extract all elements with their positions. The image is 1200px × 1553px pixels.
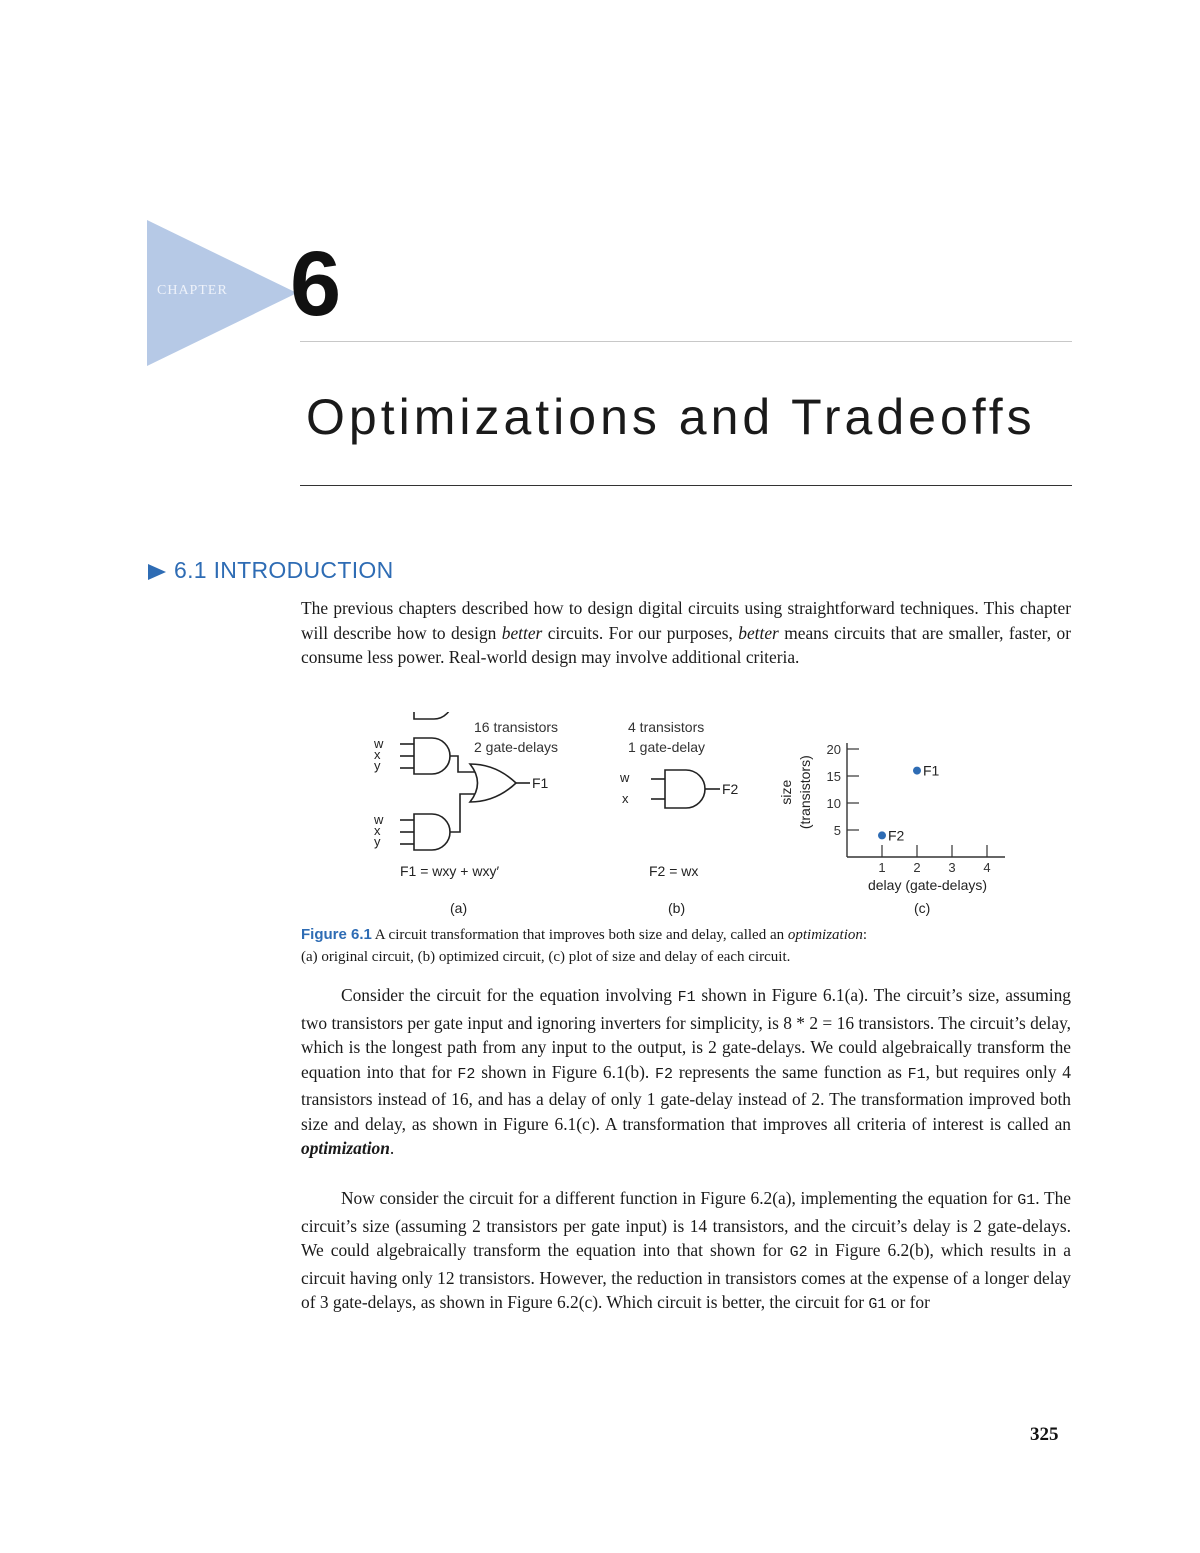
plot-y-label-units: (transistors) <box>797 755 813 830</box>
x-tick-label: 4 <box>983 860 991 875</box>
circuit-a-equation: F1 = wxy + wxy′ <box>400 863 500 879</box>
and1-input-y: y <box>374 758 381 773</box>
body-paragraph-2: Now consider the circuit for a different function in Figure 6.2(a), implementing the equation for G1. The circuit’s size (assuming 2 transistors per gate input) is 14 transistors, and the circuit’s delay is 2 gate-delays. We could algebraically transform the equation into that shown for G2 in Figure 6.2(b), which results in a circuit having only 12 transistors. However, the reduction in transistors comes at the expense of a longer delay of 3 gate-delays, as shown in Figure 6.2(c). Which circuit is better, the circuit for G1 or for <box>301 1188 1072 1313</box>
section-arrow-icon <box>148 563 166 581</box>
header-divider-top <box>300 341 1072 342</box>
figure-6-1 <box>300 712 1080 922</box>
circuit-b-equation: F2 = wx <box>649 863 699 879</box>
and2-input-x: x <box>374 823 381 838</box>
and2-input-w: w <box>374 812 384 827</box>
figure-caption-label: Figure 6.1 <box>301 926 372 943</box>
chapter-label: CHAPTER <box>157 283 228 298</box>
data-point-label-f2: F2 <box>888 827 905 844</box>
figure-caption-line2: (a) original circuit, (b) optimized circuit, (c) plot of size and delay of each circuit. <box>301 949 791 965</box>
circuit-b-output: F2 <box>722 781 739 797</box>
intro-paragraph: The previous chapters described how to design digital circuits using straightforward techniques. This chapter will describe how to design better circuits. For our purposes, better means circuits that are smaller, faster, or consume less power. Real-world design may involve additional criteria. <box>301 598 1071 667</box>
plot-caption: (c) <box>914 900 931 916</box>
circuit-b-size-label: 4 transistors <box>628 719 705 735</box>
and2-input-y: y <box>374 834 381 849</box>
x-tick-label: 1 <box>878 860 886 875</box>
plot-y-label: size <box>778 779 794 805</box>
circuit-a-caption: (a) <box>450 900 468 916</box>
x-tick-label: 2 <box>913 860 921 875</box>
y-tick-label: 20 <box>826 742 841 757</box>
plot-x-label: delay (gate-delays) <box>867 877 988 893</box>
data-point-f2 <box>878 831 886 839</box>
and1-input-w: w <box>374 736 384 751</box>
data-point-f1 <box>913 767 921 775</box>
circuit-a-size-label: 16 transistors <box>474 719 559 735</box>
circuit-b-input-w: w <box>620 770 630 785</box>
chapter-title: Optimizations and Tradeoffs <box>306 389 1036 445</box>
body-paragraph-1: Consider the circuit for the equation involving F1 shown in Figure 6.1(a). The circuit’s size, assuming two transistors per gate input and ignoring inverters for simplicity, is 8 * 2 = 16 transistors. The circuit’s delay, which is the longest path from any input to the output, is 2 gate-delays. We could algebraically transform the equation into that for F2 shown in Figure 6.1(b). F2 represents the same function as F1, but requires only 4 transistors instead of 16, and has a delay of only 1 gate-delay instead of 2. The transformation improved both size and delay, as shown in Figure 6.1(c). A transformation that improves all criteria of interest is called an optimization. <box>301 985 1072 1158</box>
y-tick-label: 5 <box>833 823 841 838</box>
figure-caption: Figure 6.1 A circuit transformation that improves both size and delay, called an optimization: (a) original circuit, (b) optimized circuit, (c) plot of size and delay of each circuit. <box>301 926 868 965</box>
chapter-number: 6 <box>290 233 342 335</box>
x-tick-label: 3 <box>948 860 956 875</box>
y-tick-label: 10 <box>826 796 841 811</box>
section-heading: 6.1 INTRODUCTION <box>174 557 394 583</box>
page-number: 325 <box>1030 1424 1059 1445</box>
circuit-b-caption: (b) <box>668 900 686 916</box>
circuit-b-input-x: x <box>622 791 629 806</box>
data-point-label-f1: F1 <box>923 762 940 779</box>
circuit-b-delay-label: 1 gate-delay <box>628 739 706 755</box>
circuit-a-delay-label: 2 gate-delays <box>474 739 559 755</box>
circuit-a-output: F1 <box>532 775 549 791</box>
and1-input-x: x <box>374 747 381 762</box>
circuit-b <box>651 770 720 808</box>
header-divider-bottom <box>300 485 1072 486</box>
size-delay-plot <box>778 742 1005 893</box>
y-tick-label: 15 <box>826 769 841 784</box>
